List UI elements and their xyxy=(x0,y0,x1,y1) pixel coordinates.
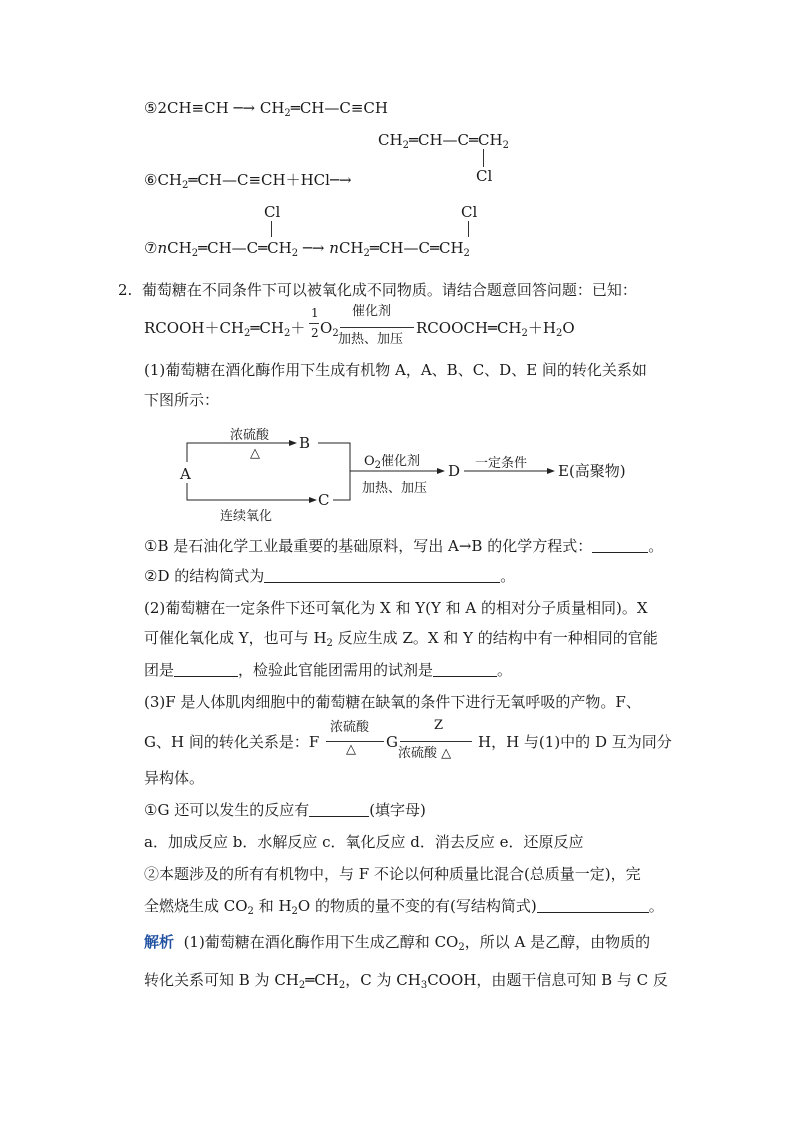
node-a: A xyxy=(180,465,191,483)
eq7-cl-2: Cl xyxy=(461,203,478,221)
p3-g: G xyxy=(386,733,398,751)
punctuation: 。 xyxy=(500,567,516,585)
question-text: ②D 的结构简式为 xyxy=(144,567,265,585)
arrow: ─→ xyxy=(233,99,256,117)
text: O 的物质的量不变的有(写结构简式) xyxy=(297,897,537,915)
eq6-lhs: CH xyxy=(157,171,183,189)
eq7-n: n xyxy=(157,239,168,257)
equation-number: ⑦ xyxy=(144,239,158,257)
text: ═CH xyxy=(305,971,339,989)
equation-number: ⑥ xyxy=(144,171,158,189)
arrow: ─→ xyxy=(302,239,325,257)
eq7-reactant-rest: ═CH—C═CH xyxy=(198,239,292,257)
part-3-line-2a: G、H 间的转化关系是：F xyxy=(144,733,320,751)
answer-blank[interactable] xyxy=(264,568,500,583)
analysis-label: 解析 xyxy=(144,933,175,951)
text: 可催化氧化成 Y，也可与 H xyxy=(144,629,327,647)
node-e: E(高聚物) xyxy=(558,462,626,480)
subscript: 2 xyxy=(363,248,370,259)
subscript: 2 xyxy=(191,248,199,259)
given-lhs-b: ═CH xyxy=(250,319,284,337)
punctuation: 。 xyxy=(648,537,664,555)
subscript: 2 xyxy=(402,140,409,151)
subscript: 2 xyxy=(284,108,291,119)
answer-blank[interactable] xyxy=(537,898,649,913)
text: (填字母) xyxy=(369,801,426,819)
given-lhs: RCOOH＋CH xyxy=(144,319,245,337)
subscript: 2 xyxy=(247,906,254,917)
part-3-line-2b: H，H 与(1)中的 D 互为同分 xyxy=(478,733,672,751)
eq6-cl: Cl xyxy=(476,167,493,185)
eq5-rhs: CH xyxy=(259,99,285,117)
subscript: 2 xyxy=(332,328,339,339)
question-1-1 xyxy=(144,536,663,556)
text: COOH，由题干信息可知 B 与 C 反 xyxy=(427,971,668,989)
fraction-den: 2 xyxy=(311,326,319,340)
question-1-2 xyxy=(144,566,515,586)
eq5-rhs-rest: ═CH—C≡CH xyxy=(290,99,388,117)
node-c: C xyxy=(318,491,330,509)
subscript: 2 xyxy=(463,248,470,259)
analysis-line-1 xyxy=(144,932,650,958)
subscript: 2 xyxy=(374,460,382,471)
part-1-line-2: 下图所示： xyxy=(144,391,220,409)
answer-blank[interactable] xyxy=(309,802,369,817)
cond-bottom: 连续氧化 xyxy=(220,509,273,524)
fraction-num: 1 xyxy=(311,306,319,320)
text: 转化关系可知 B 为 CH xyxy=(144,971,299,989)
text: 反应生成 Z。X 和 Y 的结构中有一种相同的官能 xyxy=(332,629,658,647)
catalyst: 催化剂 xyxy=(381,454,421,469)
cond-right: 一定条件 xyxy=(475,456,528,471)
question-3-2-line-2 xyxy=(144,896,664,922)
subscript: 2 xyxy=(182,180,189,191)
subscript: 2 xyxy=(326,638,333,649)
text: ，C 为 CH xyxy=(345,971,421,989)
equation-number: ⑤ xyxy=(144,99,158,117)
equation-6: $⑥CH_2═CH—C\equiv CH+HCl─\to$ xyxy=(144,171,352,191)
subscript: 2 xyxy=(458,942,465,953)
text: (1)葡萄糖在酒化酶作用下生成乙醇和 CO xyxy=(183,933,459,951)
subscript: 2 xyxy=(502,140,509,151)
subscript: 2 xyxy=(555,328,563,339)
subscript: 3 xyxy=(420,980,428,991)
given-cond-bottom: 加热、加压 xyxy=(338,332,404,347)
eq7-product: CH xyxy=(338,239,364,257)
answer-blank[interactable] xyxy=(433,662,497,677)
cond-top-heat: △ xyxy=(250,446,260,461)
eq7-n: n xyxy=(329,239,339,257)
given-product-b: ＋H xyxy=(527,319,556,337)
answer-blank[interactable] xyxy=(592,538,648,553)
subscript: 2 xyxy=(521,328,528,339)
part-1-line-1: (1)葡萄糖在酒化酶作用下生成有机物 A，A、B、C、D、E 间的转化关系如 xyxy=(144,361,647,379)
options: a．加成反应 b．水解反应 c．氧化反应 d．消去反应 e．还原反应 xyxy=(144,833,584,851)
oxygen: O xyxy=(364,454,375,469)
p3-cond2-bottom: 浓硫酸 △ xyxy=(398,746,452,761)
question-text: ①B 是石油化学工业最重要的基础原料，写出 A→B 的化学方程式： xyxy=(144,537,593,555)
eq7-reactant: CH xyxy=(167,239,192,257)
text: 团是 xyxy=(144,661,175,679)
text: ，检验此官能团需用的试剂是 xyxy=(238,661,434,679)
eq6-product-b: ═CH—C═CH xyxy=(408,131,503,149)
question-text: 葡萄糖在不同条件下可以被氧化成不同物质。请结合题意回答问题：已知： xyxy=(141,281,637,299)
oxygen: O xyxy=(320,319,333,337)
eq6-lhs-rest: ═CH—C≡CH＋HCl xyxy=(188,171,330,189)
question-text: ①G 还可以发生的反应有 xyxy=(144,801,310,819)
p3-cond2-top: Z xyxy=(434,718,444,733)
question-3-1 xyxy=(144,800,426,820)
cond-mid-bottom: 加热、加压 xyxy=(362,481,428,496)
part-2-line-1: (2)葡萄糖在一定条件下还可氧化为 X 和 Y(Y 和 A 的相对分子质量相同)。X xyxy=(144,599,648,617)
part-3-line-3: 异构体。 xyxy=(144,769,205,787)
text: 和 H xyxy=(253,897,292,915)
subscript: 2 xyxy=(298,980,306,991)
question-3-2-line-1: ②本题涉及的所有有机物中，与 F 不论以何种质量比混合(总质量一定)，完 xyxy=(144,865,641,883)
analysis-line-2 xyxy=(144,970,668,996)
text: 全燃烧生成 CO xyxy=(144,897,248,915)
given-product-c: O xyxy=(562,319,575,337)
text: ，所以 A 是乙醇，由物质的 xyxy=(464,933,651,951)
punctuation: 。 xyxy=(497,661,513,679)
eq6-product-a: CH xyxy=(378,131,403,149)
question-number: 2. xyxy=(118,281,133,299)
given-cond-top: 催化剂 xyxy=(352,304,392,319)
cond-mid-top xyxy=(364,450,420,471)
subscript: 2 xyxy=(291,906,298,917)
subscript: 2 xyxy=(244,328,251,339)
given-product-text: RCOOCH═CH xyxy=(416,319,522,337)
node-b: B xyxy=(299,434,311,452)
eq5-lhs: 2CH≡CH xyxy=(157,99,229,117)
subscript: 2 xyxy=(283,328,291,339)
answer-blank[interactable] xyxy=(174,662,238,677)
subscript: 2 xyxy=(338,980,346,991)
eq7-cl-1: Cl xyxy=(264,203,281,221)
cond-top: 浓硫酸 xyxy=(230,428,270,443)
p3-cond1-bottom: △ xyxy=(346,742,356,757)
part-2-line-2 xyxy=(144,628,658,654)
punctuation: 。 xyxy=(648,897,664,915)
part-2-line-3 xyxy=(144,660,512,680)
node-d: D xyxy=(448,462,461,480)
plus: ＋ xyxy=(290,319,306,337)
subscript: 2 xyxy=(291,248,299,259)
eq7-product-rest: ═CH—C═CH xyxy=(369,239,464,257)
p3-cond1-top: 浓硫酸 xyxy=(330,720,370,735)
part-3-line-1: (3)F 是人体肌肉细胞中的葡萄糖在缺氧的条件下进行无氧呼吸的产物。F、 xyxy=(144,693,641,711)
